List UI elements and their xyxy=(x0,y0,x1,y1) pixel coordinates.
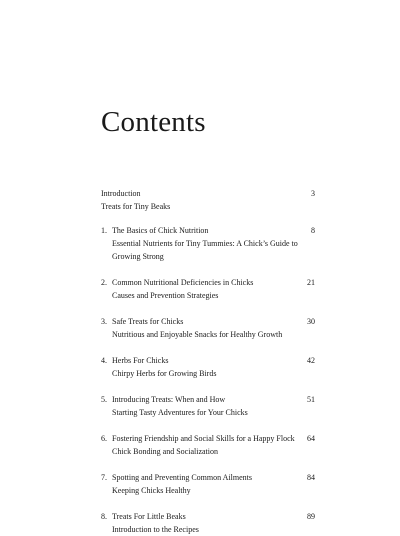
toc-entry-1 xyxy=(101,224,315,263)
toc-entry-number: 8. xyxy=(101,512,107,521)
toc-entry-4 xyxy=(101,354,315,380)
toc-entry-page: 8 xyxy=(311,226,315,235)
toc-entry-3 xyxy=(101,315,315,341)
toc-entry-label: Safe Treats for Chicks xyxy=(112,317,184,326)
toc-entry-number: 7. xyxy=(101,473,107,482)
toc-entry-subtitle-continued: Growing Strong xyxy=(112,252,164,261)
toc-entry-subtitle: Causes and Prevention Strategies xyxy=(112,291,219,300)
toc-entry-8 xyxy=(101,510,315,536)
page-title: Contents xyxy=(101,106,206,138)
toc-entry-number: 5. xyxy=(101,395,107,404)
toc-entry-page: 42 xyxy=(307,356,315,365)
toc-entry-label: Fostering Friendship and Social Skills for a Happy Flock xyxy=(112,434,295,443)
toc-entry-number: 3. xyxy=(101,317,107,326)
toc-entry-7 xyxy=(101,471,315,497)
toc-entry-6 xyxy=(101,432,315,458)
toc-entry-subtitle: Keeping Chicks Healthy xyxy=(112,486,191,495)
toc-entry-label: Introducing Treats: When and How xyxy=(112,395,226,404)
toc-entry-introduction xyxy=(101,187,315,213)
toc-entry-subtitle: Chirpy Herbs for Growing Birds xyxy=(112,369,217,378)
toc-entry-subtitle: Nutritious and Enjoyable Snacks for Healthy Growth xyxy=(112,330,283,339)
toc-entry-subtitle: Introduction to the Recipes xyxy=(112,525,199,534)
toc-entry-page: 3 xyxy=(311,189,315,198)
toc-entry-label: Common Nutritional Deficiencies in Chicks xyxy=(112,278,254,287)
toc-entry-page: 64 xyxy=(307,434,315,443)
toc-entry-page: 30 xyxy=(307,317,315,326)
toc-entry-label: Herbs For Chicks xyxy=(112,356,169,365)
toc-entry-label: Spotting and Preventing Common Ailments xyxy=(112,473,252,482)
toc-entry-number: 4. xyxy=(101,356,107,365)
toc-entry-page: 21 xyxy=(307,278,315,287)
toc-entry-label: The Basics of Chick Nutrition xyxy=(112,226,209,235)
toc-entry-number: 2. xyxy=(101,278,107,287)
toc-entry-number: 1. xyxy=(101,226,107,235)
toc-entry-page: 84 xyxy=(307,473,315,482)
toc-entry-subtitle: Starting Tasty Adventures for Your Chicks xyxy=(112,408,248,417)
toc-entry-2 xyxy=(101,276,315,302)
toc-entry-label: Introduction xyxy=(101,189,141,198)
table-of-contents xyxy=(101,187,315,536)
toc-entry-subtitle: Chick Bonding and Socialization xyxy=(112,447,218,456)
toc-entry-subtitle: Treats for Tiny Beaks xyxy=(101,202,171,211)
toc-entry-page: 51 xyxy=(307,395,315,404)
toc-entry-5 xyxy=(101,393,315,419)
toc-entry-label: Treats For Little Beaks xyxy=(112,512,186,521)
toc-entry-subtitle: Essential Nutrients for Tiny Tummies: A Chick’s Guide to xyxy=(112,239,298,248)
toc-entry-page: 89 xyxy=(307,512,315,521)
toc-entry-number: 6. xyxy=(101,434,107,443)
